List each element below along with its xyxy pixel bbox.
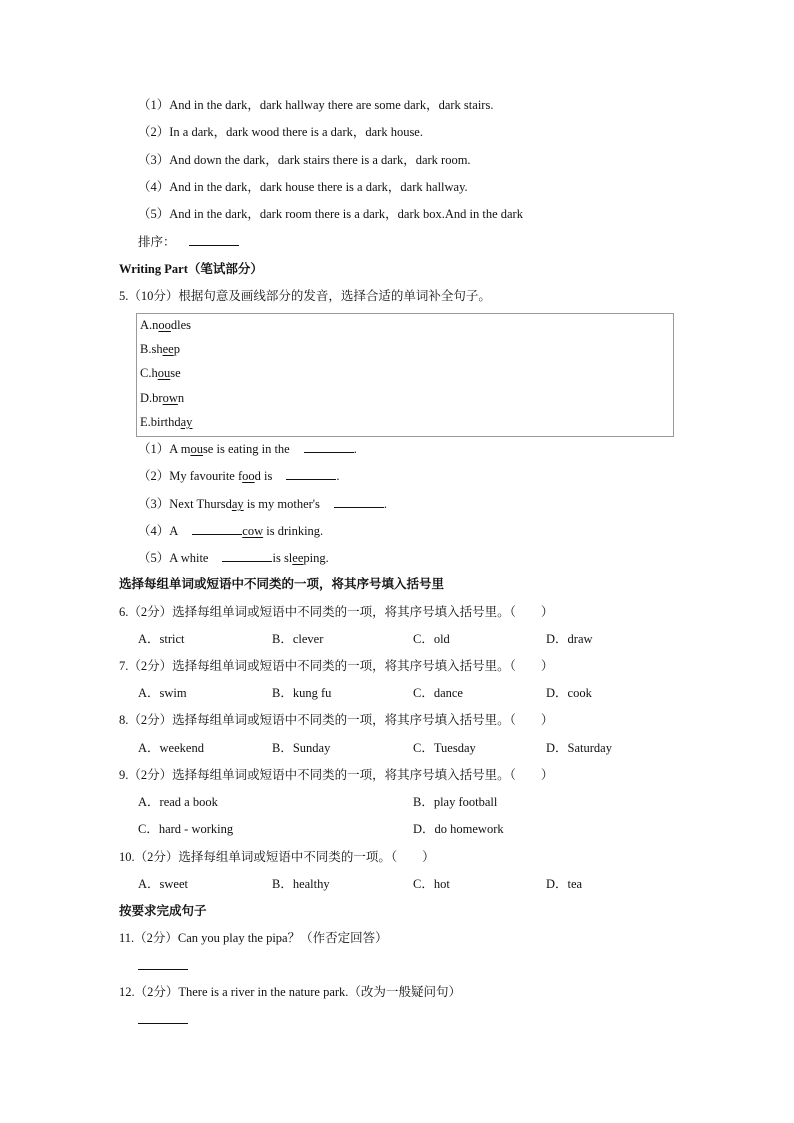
q12-stem: 12.（2分）There is a river in the nature park.（改为一般疑问句） [119,985,461,999]
q5-item-5: （5）A white is sleeping. [138,551,329,565]
q9-option-b[interactable]: B．play football [413,795,498,809]
q5-word-box [136,313,674,437]
q12-answer-blank[interactable] [138,1011,188,1024]
q11-answer-blank[interactable] [138,957,188,970]
q12-answer-line [138,1011,188,1028]
q6-stem: 6.（2分）选择每组单词或短语中不同类的一项，将其序号填入括号里。（ ） [119,605,554,619]
q4-order-line [138,233,239,250]
word-option-c: C.house [140,366,181,380]
q10-stem: 10.（2分）选择每组单词或短语中不同类的一项。（ ） [119,850,435,864]
q9-option-a[interactable]: A．read a book [138,795,218,809]
q10-option-a[interactable]: A．sweet [138,877,188,891]
q10-option-c[interactable]: C．hot [413,877,450,891]
q8-option-d[interactable]: D．Saturday [546,741,612,755]
q5-blank-2[interactable] [286,467,336,480]
q6-option-c[interactable]: C．old [413,632,450,646]
q7-option-b[interactable]: B．kung fu [272,686,332,700]
q11-answer-line [138,957,188,974]
q5-item-1: （1）A mouse is eating in the . [138,442,357,456]
q5-item-4: （4）A cow is drinking. [138,524,324,538]
q7-option-a[interactable]: A．swim [138,686,187,700]
q4-item-5: （5）And in the dark，dark room there is a dark，dark box.And in the dark [138,207,523,221]
q5-blank-1[interactable] [304,440,354,453]
q4-item-4: （4）And in the dark，dark house there is a dark，dark hallway. [138,180,468,194]
word-option-b: B.sheep [140,342,180,356]
q10-option-d[interactable]: D．tea [546,877,583,891]
q9-option-d[interactable]: D．do homework [413,822,504,836]
q8-option-c[interactable]: C．Tuesday [413,741,476,755]
q5-stem: 5.（10分）根据句意及画线部分的发音，选择合适的单词补全句子。 [119,289,491,303]
q10-option-b[interactable]: B．healthy [272,877,330,891]
word-option-e: E.birthday [140,415,193,429]
q5-blank-4[interactable] [192,522,242,535]
q4-order-blank[interactable] [189,233,239,246]
q4-order-label: 排序： [138,235,176,249]
q5-item-3: （3）Next Thursday is my mother's . [138,497,388,511]
q6-option-a[interactable]: A．strict [138,632,185,646]
q8-stem: 8.（2分）选择每组单词或短语中不同类的一项，将其序号填入括号里。（ ） [119,713,554,727]
section-complete-sentences-heading: 按要求完成句子 [119,904,207,918]
q7-option-c[interactable]: C．dance [413,686,463,700]
q9-option-c[interactable]: C．hard - working [138,822,234,836]
q4-item-3: （3）And down the dark，dark stairs there is a dark，dark room. [138,153,471,167]
q4-item-1: （1）And in the dark，dark hallway there are some dark，dark stairs. [138,98,494,112]
writing-part-heading: Writing Part（笔试部分） [119,262,263,276]
q5-item-2: （2）My favourite food is . [138,469,340,483]
q11-stem: 11.（2分）Can you play the pipa？（作否定回答） [119,931,388,945]
word-option-d: D.brown [140,391,185,405]
q4-item-2: （2）In a dark，dark wood there is a dark，dark house. [138,125,423,139]
q9-stem: 9.（2分）选择每组单词或短语中不同类的一项，将其序号填入括号里。（ ） [119,768,554,782]
q5-blank-5[interactable] [222,549,272,562]
q6-option-d[interactable]: D．draw [546,632,593,646]
word-option-a: A.noodles [140,318,192,332]
q7-stem: 7.（2分）选择每组单词或短语中不同类的一项，将其序号填入括号里。（ ） [119,659,554,673]
q5-blank-3[interactable] [334,495,384,508]
q8-option-a[interactable]: A．weekend [138,741,204,755]
q7-option-d[interactable]: D．cook [546,686,592,700]
q6-option-b[interactable]: B．clever [272,632,324,646]
q8-option-b[interactable]: B．Sunday [272,741,331,755]
section-odd-one-out-heading: 选择每组单词或短语中不同类的一项，将其序号填入括号里 [119,577,445,591]
